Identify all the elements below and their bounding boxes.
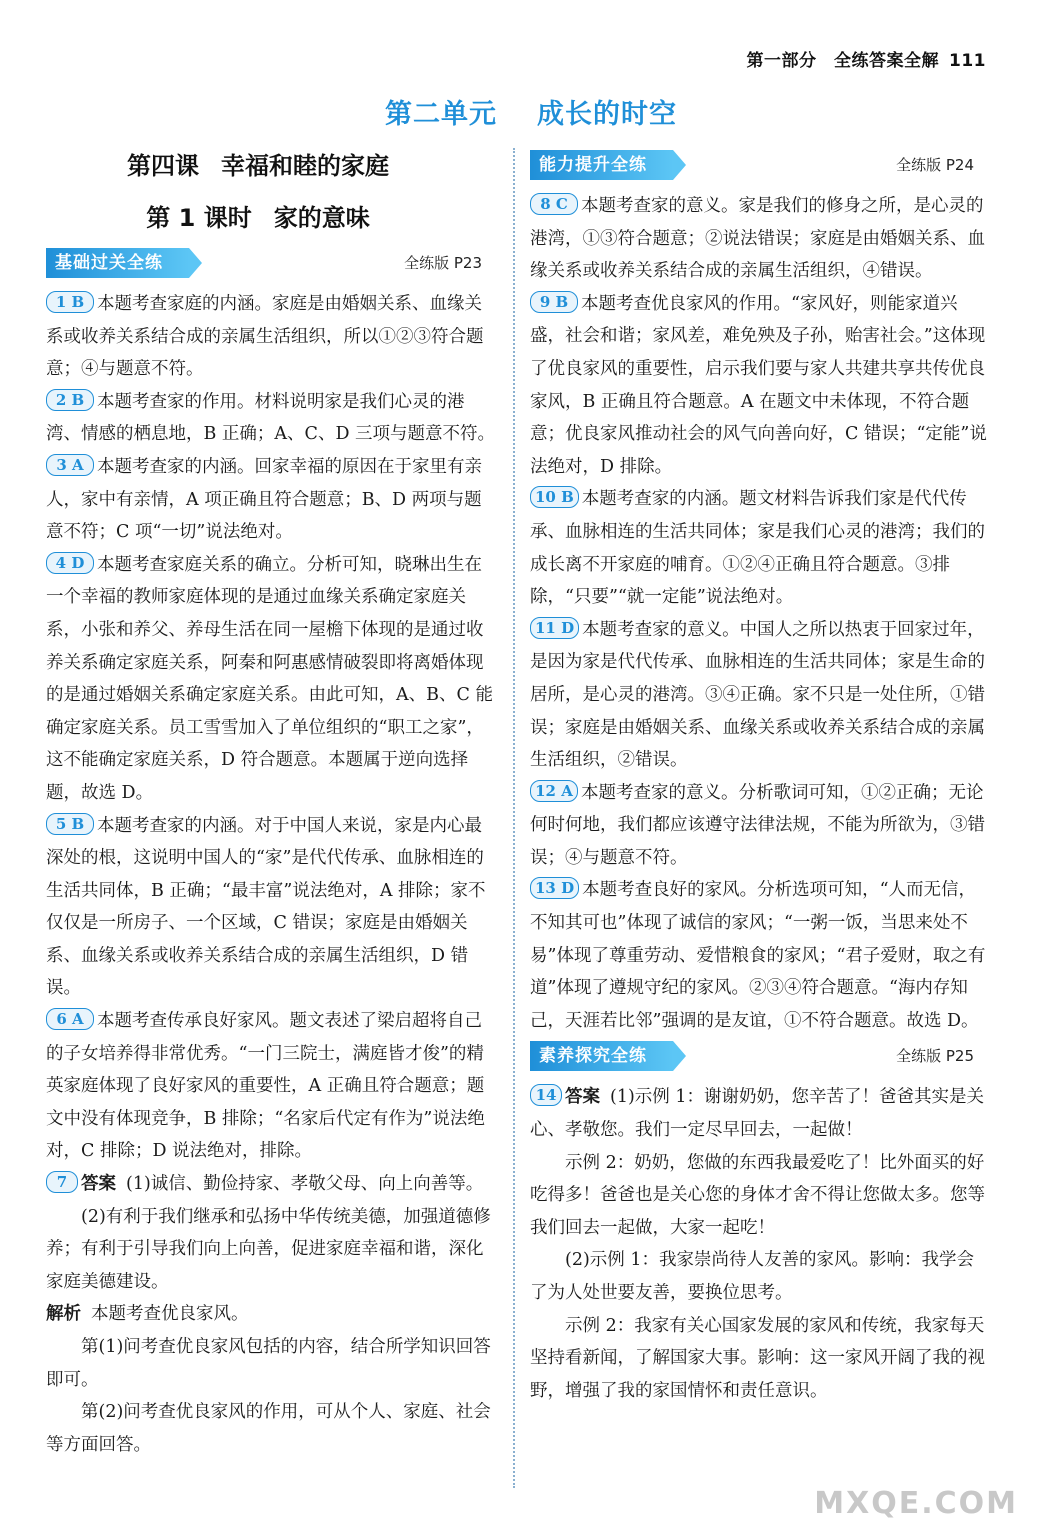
q7-answer-2: (2)有利于我们继承和弘扬中华传统美德，加强道德修养；有利于引导我们向上向善，促进家庭幸福和谐，深化家庭美德建设。	[46, 1206, 491, 1292]
answer-text: 本题考查家的意义。分析歌词可知，①②正确；无论何时何地，我们都应该遵守法律法规，不能为所欲为，③错误；④与题意不符。	[530, 782, 985, 868]
running-head-text: 第一部分 全练答案全解	[746, 51, 939, 71]
answer-text: 本题考查家的内涵。回家幸福的原因在于家里有亲人，家中有亲情，A 项正确且符合题意；B、D 两项与题意不符；C 项“一切”说法绝对。	[46, 456, 482, 543]
section-ref-ability: 全练版 P24	[896, 155, 974, 174]
answer-item-11	[530, 614, 990, 777]
question-number: 7	[46, 1171, 78, 1193]
answer-item-12	[530, 777, 990, 875]
answer-badge: 10 B	[530, 486, 579, 508]
answer-item-13	[530, 874, 990, 1037]
right-column	[530, 146, 990, 1407]
q14-part-2: 示例 2：奶奶，您做的东西我最爱吃了！比外面买的好吃得多！爸爸也是关心您的身体才舍不得让您做太多。您等我们回去一起做，大家一起吃！	[530, 1152, 985, 1238]
answer-badge: 3 A	[46, 454, 94, 476]
lesson-title	[46, 146, 470, 181]
analysis-label: 解析	[46, 1304, 81, 1325]
answer-text: 本题考查家的内涵。对于中国人来说，家是内心最深处的根，这说明中国人的“家”是代代传承、血脉相连的生活共同体，B 正确；“最丰富”说法绝对，A 排除；家不仅仅是一所房子、一个区域，C 错误；家庭是由婚姻关系、血缘关系或收养关系结合成的亲属生活组织，D 错误。	[46, 815, 486, 999]
answer-text: 本题考查家的内涵。题文材料告诉我们家是代代传承、血脉相连的生活共同体；家是我们心灵的港湾；我们的成长离不开家庭的哺育。①②④正确且符合题意。③排除，“只要”“就一定能”说法绝对。	[530, 489, 985, 608]
q7-analysis	[46, 1298, 498, 1331]
answer-badge: 4 D	[46, 552, 94, 574]
answer-text: 本题考查家的意义。中国人之所以热衷于回家过年，是因为家是代代传承、血脉相连的生活共同体；家是生命的居所，是心灵的港湾。③④正确。家不只是一处住所，①错误；家庭是由婚姻关系、血缘关系或收养关系结合成的亲属生活组织，②错误。	[530, 619, 985, 771]
answer-item-3	[46, 451, 498, 549]
q7-analysis-3: 第(2)问考查优良家风的作用，可从个人、家庭、社会等方面回答。	[46, 1402, 491, 1455]
answer-text: 本题考查优良家风的作用。“家风好，则能家道兴盛，社会和谐；家风差，难免殃及子孙，贻害社会。”这体现了优良家风的重要性，启示我们要与家人共建共享共传优良家风，B 正确且符合题意。A 在题文中未体现，不符合题意；优良家风推动社会的风气向善向好，C 错误；“定能”说法绝对，D 排除。	[530, 293, 987, 477]
answer-badge: 13 D	[530, 877, 579, 899]
period-label: 第 1 课时	[146, 204, 252, 232]
section-header-literacy	[530, 1039, 990, 1073]
q14-answer	[530, 1081, 990, 1146]
answer-text: 本题考查传承良好家风。题文表述了梁启超将自己的子女培养得非常优秀。“一门三院士，满庭皆才俊”的精英家庭体现了良好家风的重要性，A 正确且符合题意；题文中没有体现竞争，B 排除；“名家后代定有作为”说法绝对，C 排除；D 说法绝对，排除。	[46, 1011, 485, 1162]
page-number: 111	[949, 51, 986, 71]
answer-item-5	[46, 810, 498, 1006]
answer-badge: 12 A	[530, 780, 578, 802]
answer-item-10	[530, 483, 990, 613]
q7-answer	[46, 1168, 498, 1201]
section-ref-literacy: 全练版 P25	[896, 1047, 974, 1066]
answer-badge: 1 B	[46, 291, 94, 313]
question-number: 14	[530, 1084, 562, 1106]
running-head	[747, 46, 987, 71]
section-header-ability	[530, 148, 990, 182]
section-banner-basic: 基础过关全练	[46, 248, 189, 278]
unit-title	[0, 92, 1062, 131]
unit-name: 成长的时空	[537, 99, 677, 130]
answer-text: 本题考查家庭关系的确立。分析可知，晓琳出生在一个幸福的教师家庭体现的是通过血缘关系确定家庭关系，小张和养父、养母生活在同一屋檐下体现的是通过收养关系确定家庭关系，阿秦和阿惠感情破裂即将离婚体现的是通过婚姻关系确定家庭关系。由此可知，A、B、C 能确定家庭关系。员工雪雪加入了单位组织的“职工之家”，这不能确定家庭关系，D 符合题意。本题属于逆向选择题，故选 D。	[46, 554, 493, 803]
answer-item-2	[46, 386, 498, 451]
answer-text: 本题考查家的意义。家是我们的修身之所，是心灵的港湾，①③符合题意；②说法错误；家庭是由婚姻关系、血缘关系或收养关系结合成的亲属生活组织，④错误。	[530, 196, 985, 282]
answer-item-6	[46, 1005, 498, 1168]
q14-part-4: 示例 2：我家有关心国家发展的家风和传统，我家每天坚持看新闻，了解国家大事。影响：这一家风开阔了我的视野，增强了我的家国情怀和责任意识。	[530, 1315, 985, 1401]
section-banner-ability: 能力提升全练	[530, 150, 673, 180]
q7-analysis-1: 本题考查优良家风。	[91, 1304, 249, 1325]
answer-badge: 5 B	[46, 813, 94, 835]
answer-text: 本题考查家庭的内涵。家庭是由婚姻关系、血缘关系或收养关系结合成的亲属生活组织，所以①②③符合题意；④与题意不符。	[46, 294, 484, 380]
section-ref-basic: 全练版 P23	[404, 253, 482, 272]
q14-part-1: (1)示例 1：谢谢奶奶，您辛苦了！爸爸其实是关心、孝敬您。我们一定尽早回去，一起做！	[530, 1087, 984, 1141]
period-title	[46, 198, 470, 233]
period-name: 家的意味	[273, 204, 370, 232]
answer-item-9	[530, 288, 990, 484]
answer-badge: 2 B	[46, 389, 94, 411]
answer-badge: 11 D	[530, 617, 579, 639]
q7-analysis-2: 第(1)问考查优良家风包括的内容，结合所学知识回答即可。	[46, 1337, 491, 1390]
answer-label: 答案	[81, 1174, 116, 1195]
lesson-name: 幸福和睦的家庭	[221, 152, 389, 180]
answer-label: 答案	[565, 1087, 600, 1108]
section-header-basic	[46, 246, 498, 280]
lesson-label: 第四课	[127, 152, 199, 180]
answer-text: 本题考查家的作用。材料说明家是我们心灵的港湾、情感的栖息地，B 正确；A、C、D 三项与题意不符。	[46, 391, 496, 445]
answer-item-4	[46, 549, 498, 810]
answer-badge: 9 B	[530, 291, 578, 313]
unit-label: 第二单元	[385, 99, 497, 130]
answer-item-8	[530, 190, 990, 288]
answer-item-1	[46, 288, 498, 386]
answer-text: 本题考查良好的家风。分析选项可知，“人而无信，不知其可也”体现了诚信的家风；“一粥一饭，当思来处不易”体现了尊重劳动、爱惜粮食的家风；“君子爱财，取之有道”体现了遵规守纪的家风。②③④符合题意。“海内存知己，天涯若比邻”强调的是友谊，①不符合题意。故选 D。	[530, 880, 986, 1031]
q14-part-3: (2)示例 1：我家崇尚待人友善的家风。影响：我学会了为人处世要友善，要换位思考。	[530, 1250, 974, 1303]
section-banner-literacy: 素养探究全练	[530, 1041, 673, 1071]
q7-answer-1: (1)诚信、勤俭持家、孝敬父母、向上向善等。	[126, 1174, 484, 1195]
answer-badge: 8 C	[530, 193, 578, 215]
watermark: MXQE.COM	[814, 1486, 1018, 1521]
left-column	[46, 244, 498, 1461]
column-divider	[513, 148, 515, 1488]
answer-badge: 6 A	[46, 1008, 94, 1030]
